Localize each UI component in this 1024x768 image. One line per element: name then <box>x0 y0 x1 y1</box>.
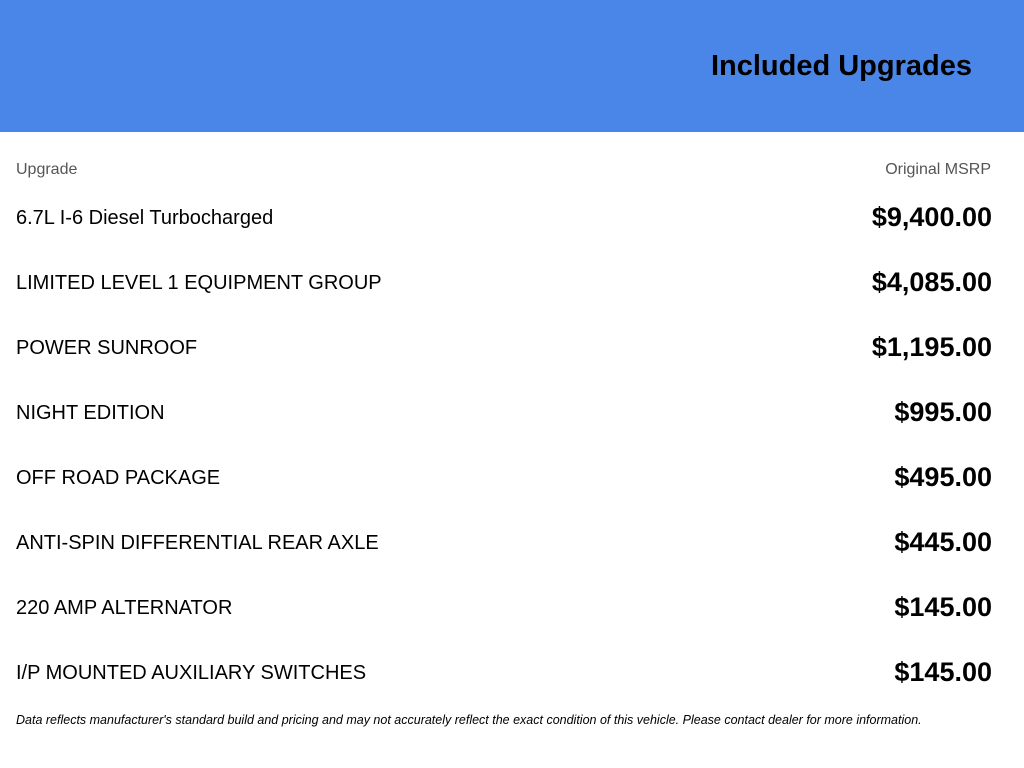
header-banner <box>0 0 1024 132</box>
upgrade-price: $495.00 <box>894 462 992 492</box>
upgrade-price: $995.00 <box>894 397 992 427</box>
upgrade-name: ANTI-SPIN DIFFERENTIAL REAR AXLE <box>16 532 379 554</box>
list-item <box>0 641 1024 706</box>
upgrade-price: $4,085.00 <box>871 267 992 297</box>
upgrade-name: OFF ROAD PACKAGE <box>16 467 221 489</box>
column-header-upgrade: Upgrade <box>16 161 78 178</box>
list-item <box>0 576 1024 641</box>
upgrade-name: I/P MOUNTED AUXILIARY SWITCHES <box>16 662 367 684</box>
upgrades-list <box>0 186 1024 706</box>
list-item <box>0 316 1024 381</box>
column-header-msrp: Original MSRP <box>885 161 991 178</box>
upgrade-price: $445.00 <box>894 527 992 557</box>
list-item <box>0 511 1024 576</box>
list-item <box>0 446 1024 511</box>
page-title: Included Upgrades <box>710 50 972 82</box>
disclaimer-text: Data reflects manufacturer's standard build and pricing and may not accurately reflect the exact condition of this vehicle. Please contact dealer for more information. <box>16 713 922 727</box>
list-item <box>0 251 1024 316</box>
list-item <box>0 381 1024 446</box>
upgrade-price: $1,195.00 <box>871 332 992 362</box>
upgrade-name: LIMITED LEVEL 1 EQUIPMENT GROUP <box>16 272 382 294</box>
upgrade-name: POWER SUNROOF <box>16 337 198 359</box>
upgrade-price: $145.00 <box>894 657 992 687</box>
list-item <box>0 186 1024 251</box>
upgrade-name: 220 AMP ALTERNATOR <box>16 597 233 619</box>
upgrade-name: 6.7L I-6 Diesel Turbocharged <box>16 207 274 229</box>
upgrade-price: $145.00 <box>894 592 992 622</box>
upgrade-price: $9,400.00 <box>871 202 992 232</box>
upgrade-name: NIGHT EDITION <box>16 402 165 424</box>
